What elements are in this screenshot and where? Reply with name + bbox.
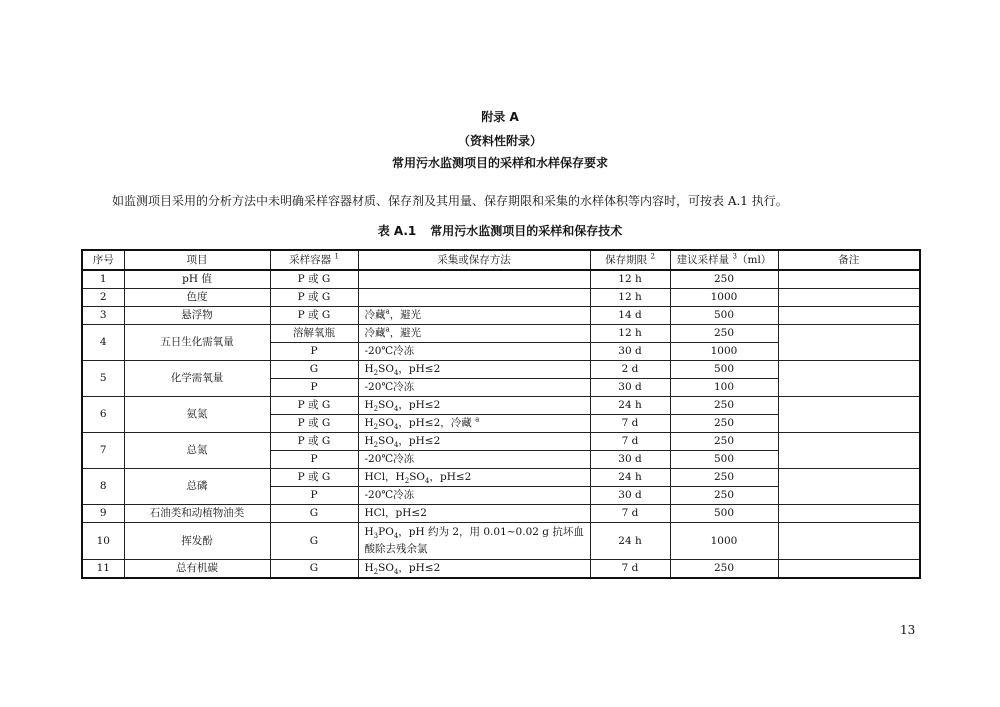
text-fragment: 2 xyxy=(373,441,379,450)
text-fragment: 冷藏 xyxy=(364,309,386,321)
table-cell xyxy=(778,289,920,307)
table-cell: 五日生化需氧量 xyxy=(124,325,270,361)
text-fragment: a xyxy=(475,415,480,424)
table-cell: 1 xyxy=(82,270,124,289)
header-volume xyxy=(670,250,778,270)
table-cell: 12 h xyxy=(590,325,670,343)
table-cell: 8 xyxy=(82,469,124,505)
table-row xyxy=(82,289,920,307)
text-fragment: a xyxy=(385,325,390,334)
table-row xyxy=(82,433,920,451)
text-fragment: SO xyxy=(378,417,394,429)
text-fragment: 2 xyxy=(650,252,655,260)
table-cell xyxy=(778,523,920,560)
text-fragment: H xyxy=(364,399,374,411)
text-fragment: ，pH≤2 xyxy=(429,471,472,483)
table-cell: P xyxy=(270,343,358,361)
text-fragment: ，pH 约为 2，用 0.01~0.02 g 抗坏血酸除去残余氯 xyxy=(364,526,584,555)
text-fragment: H xyxy=(364,526,374,538)
text-fragment: a xyxy=(385,307,390,316)
table-cell: 30 d xyxy=(590,487,670,505)
table-cell xyxy=(358,397,590,415)
table-row xyxy=(82,397,920,415)
table-row xyxy=(82,361,920,379)
table-cell: 9 xyxy=(82,505,124,523)
appendix-subtitle: 常用污水监测项目的采样和水样保存要求 xyxy=(391,156,608,170)
text-fragment: 冷藏 xyxy=(364,327,386,339)
table-header-row xyxy=(82,250,920,270)
table-cell xyxy=(778,505,920,523)
table-cell: -20℃冷冻 xyxy=(358,451,590,469)
text-fragment: SO xyxy=(409,471,425,483)
table-cell: 挥发酚 xyxy=(124,523,270,560)
table-cell: 色度 xyxy=(124,289,270,307)
table-cell: 氨氮 xyxy=(124,397,270,433)
table-cell: 100 xyxy=(670,379,778,397)
table-cell: 7 d xyxy=(590,415,670,433)
header-method: 采集或保存方法 xyxy=(358,250,590,270)
table-cell: 7 xyxy=(82,433,124,469)
table-row xyxy=(82,270,920,289)
table-cell: 24 h xyxy=(590,523,670,560)
text-fragment: SO xyxy=(378,363,394,375)
table-cell xyxy=(778,325,920,361)
table-cell xyxy=(358,433,590,451)
text-fragment: PO xyxy=(378,526,394,538)
appendix-note: （资料性附录） xyxy=(457,134,542,148)
table-cell: 12 h xyxy=(590,270,670,289)
table-cell: 14 d xyxy=(590,307,670,325)
text-fragment: 4 xyxy=(393,568,399,577)
table-row xyxy=(82,469,920,487)
table-cell: P xyxy=(270,379,358,397)
table-cell: 24 h xyxy=(590,397,670,415)
table-row xyxy=(82,505,920,523)
text-fragment: H xyxy=(364,417,374,429)
table-cell xyxy=(358,560,590,579)
text-fragment: 2 xyxy=(373,369,379,378)
table-cell: 500 xyxy=(670,451,778,469)
table-caption-number: 表 A.1 xyxy=(377,224,417,238)
table-cell xyxy=(778,433,920,469)
table-cell: pH 值 xyxy=(124,270,270,289)
text-fragment: ，pH≤2 xyxy=(398,363,441,375)
table-cell: G xyxy=(270,523,358,560)
table-cell: -20℃冷冻 xyxy=(358,343,590,361)
text-fragment: H xyxy=(364,435,374,447)
table-cell xyxy=(778,361,920,397)
table-cell xyxy=(778,307,920,325)
table-cell: P xyxy=(270,451,358,469)
header-item: 项目 xyxy=(124,250,270,270)
table-cell: -20℃冷冻 xyxy=(358,379,590,397)
table-cell xyxy=(778,270,920,289)
table-cell: 1000 xyxy=(670,523,778,560)
table-cell: 250 xyxy=(670,270,778,289)
table-cell: G xyxy=(270,505,358,523)
text-fragment: SO xyxy=(378,435,394,447)
table-cell xyxy=(778,397,920,433)
text-fragment: 3 xyxy=(732,252,737,260)
header-container xyxy=(270,250,358,270)
table-cell: 石油类和动植物油类 xyxy=(124,505,270,523)
table-cell xyxy=(358,307,590,325)
table-cell: 500 xyxy=(670,505,778,523)
table-cell xyxy=(778,560,920,579)
text-fragment: 采样容器 xyxy=(289,253,332,266)
table-cell: G xyxy=(270,560,358,579)
table-caption-title: 常用污水监测项目的采样和保存技术 xyxy=(430,224,623,238)
text-fragment: H xyxy=(364,363,374,375)
header-no: 序号 xyxy=(82,250,124,270)
table-cell: 1000 xyxy=(670,343,778,361)
table-cell xyxy=(358,325,590,343)
table-cell: P 或 G xyxy=(270,397,358,415)
text-fragment: 2 xyxy=(373,405,379,414)
table-cell: 5 xyxy=(82,361,124,397)
table-cell: 总氮 xyxy=(124,433,270,469)
table-cell: P 或 G xyxy=(270,270,358,289)
table-cell: P 或 G xyxy=(270,307,358,325)
text-fragment: H xyxy=(364,562,374,574)
text-fragment: 3 xyxy=(373,532,379,541)
table-row xyxy=(82,523,920,560)
table-cell xyxy=(358,361,590,379)
table-cell: 250 xyxy=(670,433,778,451)
table-row xyxy=(82,560,920,579)
table-cell xyxy=(358,523,590,560)
table-cell xyxy=(778,469,920,505)
text-fragment: ，pH≤2 xyxy=(398,562,441,574)
text-fragment: 4 xyxy=(393,423,399,432)
table-cell: 30 d xyxy=(590,343,670,361)
table-cell: 500 xyxy=(670,361,778,379)
text-fragment: SO xyxy=(378,399,394,411)
text-fragment: ，pH≤2 xyxy=(398,435,441,447)
table-cell: 30 d xyxy=(590,379,670,397)
table-cell: 溶解氧瓶 xyxy=(270,325,358,343)
table-cell: 10 xyxy=(82,523,124,560)
table-cell: 7 d xyxy=(590,505,670,523)
table-cell: 30 d xyxy=(590,451,670,469)
table-cell: HCl，pH≤2 xyxy=(358,505,590,523)
text-fragment: 保存期限 xyxy=(605,253,648,266)
table-cell: P 或 G xyxy=(270,433,358,451)
text-fragment: HCl，H xyxy=(364,471,405,483)
intro-paragraph: 如监测项目采用的分析方法中未明确采样容器材质、保存剂及其用量、保存期限和采集的水样体积等内容时，可按表 A.1 执行。 xyxy=(112,194,788,208)
table-cell: -20℃冷冻 xyxy=(358,487,590,505)
text-fragment: 4 xyxy=(425,477,430,486)
table-row xyxy=(82,307,920,325)
table-cell: 250 xyxy=(670,487,778,505)
table-cell: 24 h xyxy=(590,469,670,487)
text-fragment: ，避光 xyxy=(389,327,422,339)
text-fragment: 4 xyxy=(393,405,399,414)
table-cell: P 或 G xyxy=(270,415,358,433)
header-remark: 备注 xyxy=(778,250,920,270)
table-cell: 悬浮物 xyxy=(124,307,270,325)
text-fragment: 1 xyxy=(334,252,339,260)
text-fragment: 4 xyxy=(393,532,399,541)
text-fragment: （ml） xyxy=(736,253,772,266)
table-cell: 2 xyxy=(82,289,124,307)
table-cell: 1000 xyxy=(670,289,778,307)
appendix-title: 附录 A xyxy=(481,110,519,124)
table-row xyxy=(82,325,920,343)
table-cell: G xyxy=(270,361,358,379)
table-cell: 总磷 xyxy=(124,469,270,505)
text-fragment: 4 xyxy=(393,369,399,378)
table-caption xyxy=(0,222,1000,239)
sampling-table xyxy=(81,249,921,579)
text-fragment: ，pH≤2，冷藏 xyxy=(398,417,472,429)
table-cell xyxy=(358,415,590,433)
table-cell: 7 d xyxy=(590,433,670,451)
text-fragment: SO xyxy=(378,562,394,574)
table-cell: 250 xyxy=(670,415,778,433)
table-cell: 化学需氧量 xyxy=(124,361,270,397)
table-cell: 7 d xyxy=(590,560,670,579)
text-fragment: 2 xyxy=(373,568,379,577)
table-cell xyxy=(358,270,590,289)
text-fragment: ，避光 xyxy=(389,309,422,321)
table-cell: 2 d xyxy=(590,361,670,379)
text-fragment: 2 xyxy=(404,477,410,486)
text-fragment: 4 xyxy=(393,441,399,450)
table-cell: 4 xyxy=(82,325,124,361)
table-cell xyxy=(358,469,590,487)
table-cell: P 或 G xyxy=(270,289,358,307)
table-cell: 6 xyxy=(82,397,124,433)
table-cell: 250 xyxy=(670,469,778,487)
table-cell: 12 h xyxy=(590,289,670,307)
table-cell: 500 xyxy=(670,307,778,325)
table-cell: P xyxy=(270,487,358,505)
table-cell xyxy=(358,289,590,307)
text-fragment: 2 xyxy=(373,423,379,432)
table-cell: 250 xyxy=(670,397,778,415)
table-cell: 3 xyxy=(82,307,124,325)
table-cell: 250 xyxy=(670,325,778,343)
table-cell: 250 xyxy=(670,560,778,579)
header-period xyxy=(590,250,670,270)
text-fragment: ，pH≤2 xyxy=(398,399,441,411)
table-cell: 11 xyxy=(82,560,124,579)
table-cell: P 或 G xyxy=(270,469,358,487)
table-cell: 总有机碳 xyxy=(124,560,270,579)
page-number: 13 xyxy=(900,623,916,637)
text-fragment: 建议采样量 xyxy=(676,253,730,266)
